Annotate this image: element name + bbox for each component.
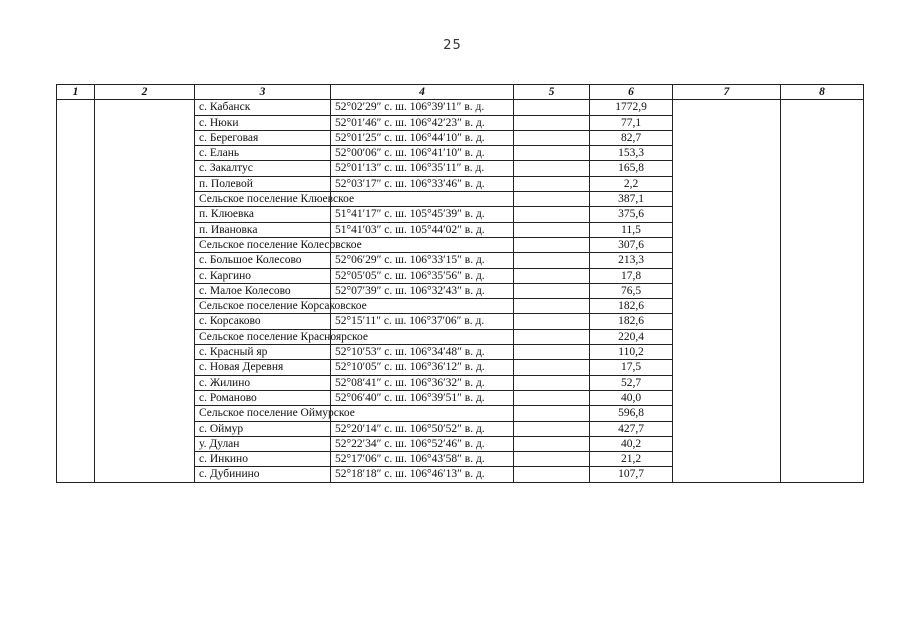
column-5-cell bbox=[514, 207, 590, 222]
coordinates-cell bbox=[331, 192, 514, 207]
page-number: 25 bbox=[443, 38, 462, 53]
column-header: 6 bbox=[590, 85, 673, 100]
coordinates-cell: 52°05′05″ с. ш. 106°35′56″ в. д. bbox=[331, 268, 514, 283]
column-5-cell bbox=[514, 360, 590, 375]
settlement-name-cell: с. Новая Деревня bbox=[195, 360, 331, 375]
column-header: 5 bbox=[514, 85, 590, 100]
coordinates-cell: 52°20′14″ с. ш. 106°50′52″ в. д. bbox=[331, 421, 514, 436]
area-value-cell: 107,7 bbox=[590, 467, 673, 482]
column-5-cell bbox=[514, 283, 590, 298]
settlement-name-cell: с. Береговая bbox=[195, 130, 331, 145]
coordinates-cell: 52°10′53″ с. ш. 106°34′48″ в. д. bbox=[331, 345, 514, 360]
settlement-name-cell: с. Закалтус bbox=[195, 161, 331, 176]
column-5-cell bbox=[514, 452, 590, 467]
area-value-cell: 40,0 bbox=[590, 390, 673, 405]
column-header: 2 bbox=[95, 85, 195, 100]
column-5-cell bbox=[514, 299, 590, 314]
column-5-cell bbox=[514, 253, 590, 268]
coordinates-cell: 52°03′17″ с. ш. 106°33′46″ в. д. bbox=[331, 176, 514, 191]
empty-cell-col8 bbox=[781, 100, 864, 482]
column-5-cell bbox=[514, 192, 590, 207]
coordinates-cell: 51°41′17″ с. ш. 105°45′39″ в. д. bbox=[331, 207, 514, 222]
column-header: 4 bbox=[331, 85, 514, 100]
settlement-name-cell: с. Нюки bbox=[195, 115, 331, 130]
settlement-name-cell: с. Красный яр bbox=[195, 345, 331, 360]
area-value-cell: 17,8 bbox=[590, 268, 673, 283]
coordinates-cell: 52°01′13″ с. ш. 106°35′11″ в. д. bbox=[331, 161, 514, 176]
column-5-cell bbox=[514, 222, 590, 237]
column-header: 8 bbox=[781, 85, 864, 100]
empty-cell-col7 bbox=[673, 100, 781, 482]
column-5-cell bbox=[514, 406, 590, 421]
empty-cell-col2 bbox=[95, 100, 195, 482]
settlement-name-cell: с. Дубинино bbox=[195, 467, 331, 482]
settlement-name-cell: с. Малое Колесово bbox=[195, 283, 331, 298]
settlement-name-cell: Сельское поселение Клюевское bbox=[195, 192, 331, 207]
settlement-name-cell: п. Ивановка bbox=[195, 222, 331, 237]
column-5-cell bbox=[514, 421, 590, 436]
settlement-name-cell: Сельское поселение Колесовское bbox=[195, 237, 331, 252]
area-value-cell: 2,2 bbox=[590, 176, 673, 191]
settlement-name-cell: с. Жилино bbox=[195, 375, 331, 390]
column-header: 7 bbox=[673, 85, 781, 100]
settlements-table bbox=[56, 84, 864, 483]
area-value-cell: 213,3 bbox=[590, 253, 673, 268]
coordinates-cell: 52°01′46″ с. ш. 106°42′23″ в. д. bbox=[331, 115, 514, 130]
column-5-cell bbox=[514, 268, 590, 283]
column-5-cell bbox=[514, 115, 590, 130]
table-row bbox=[57, 100, 864, 115]
area-value-cell: 1772,9 bbox=[590, 100, 673, 115]
column-header: 3 bbox=[195, 85, 331, 100]
header-row bbox=[57, 85, 864, 100]
column-5-cell bbox=[514, 130, 590, 145]
settlement-name-cell: с. Елань bbox=[195, 146, 331, 161]
settlement-name-cell: у. Дулан bbox=[195, 436, 331, 451]
settlement-name-cell: с. Каргино bbox=[195, 268, 331, 283]
area-value-cell: 82,7 bbox=[590, 130, 673, 145]
column-5-cell bbox=[514, 390, 590, 405]
settlement-name-cell: п. Полевой bbox=[195, 176, 331, 191]
column-5-cell bbox=[514, 237, 590, 252]
coordinates-cell: 52°06′40″ с. ш. 106°39′51″ в. д. bbox=[331, 390, 514, 405]
coordinates-cell: 52°01′25″ с. ш. 106°44′10″ в. д. bbox=[331, 130, 514, 145]
coordinates-cell: 52°00′06″ с. ш. 106°41′10″ в. д. bbox=[331, 146, 514, 161]
area-value-cell: 182,6 bbox=[590, 314, 673, 329]
column-5-cell bbox=[514, 375, 590, 390]
area-value-cell: 387,1 bbox=[590, 192, 673, 207]
area-value-cell: 52,7 bbox=[590, 375, 673, 390]
column-5-cell bbox=[514, 146, 590, 161]
settlement-name-cell: п. Клюевка bbox=[195, 207, 331, 222]
column-5-cell bbox=[514, 314, 590, 329]
settlement-name-cell: с. Корсаково bbox=[195, 314, 331, 329]
coordinates-cell: 52°06′29″ с. ш. 106°33′15″ в. д. bbox=[331, 253, 514, 268]
area-value-cell: 165,8 bbox=[590, 161, 673, 176]
coordinates-cell: 52°17′06″ с. ш. 106°43′58″ в. д. bbox=[331, 452, 514, 467]
settlement-name-cell: с. Большое Колесово bbox=[195, 253, 331, 268]
coordinates-cell: 52°15′11″ с. ш. 106°37′06″ в. д. bbox=[331, 314, 514, 329]
area-value-cell: 110,2 bbox=[590, 345, 673, 360]
settlement-name-cell: Сельское поселение Оймурское bbox=[195, 406, 331, 421]
coordinates-cell: 52°18′18″ с. ш. 106°46′13″ в. д. bbox=[331, 467, 514, 482]
area-value-cell: 596,8 bbox=[590, 406, 673, 421]
empty-cell-col1 bbox=[57, 100, 95, 482]
column-5-cell bbox=[514, 176, 590, 191]
area-value-cell: 21,2 bbox=[590, 452, 673, 467]
coordinates-cell: 52°08′41″ с. ш. 106°36′32″ в. д. bbox=[331, 375, 514, 390]
settlement-name-cell: с. Романово bbox=[195, 390, 331, 405]
area-value-cell: 153,3 bbox=[590, 146, 673, 161]
column-5-cell bbox=[514, 329, 590, 344]
column-5-cell bbox=[514, 467, 590, 482]
area-value-cell: 220,4 bbox=[590, 329, 673, 344]
column-5-cell bbox=[514, 345, 590, 360]
area-value-cell: 40,2 bbox=[590, 436, 673, 451]
coordinates-cell: 52°07′39″ с. ш. 106°32′43″ в. д. bbox=[331, 283, 514, 298]
column-header: 1 bbox=[57, 85, 95, 100]
area-value-cell: 375,6 bbox=[590, 207, 673, 222]
column-5-cell bbox=[514, 100, 590, 115]
coordinates-cell: 51°41′03″ с. ш. 105°44′02″ в. д. bbox=[331, 222, 514, 237]
area-value-cell: 76,5 bbox=[590, 283, 673, 298]
settlement-name-cell: Сельское поселение Красноярское bbox=[195, 329, 331, 344]
settlement-name-cell: Сельское поселение Корсаковское bbox=[195, 299, 331, 314]
coordinates-cell: 52°10′05″ с. ш. 106°36′12″ в. д. bbox=[331, 360, 514, 375]
settlement-name-cell: с. Кабанск bbox=[195, 100, 331, 115]
coordinates-cell: 52°02′29″ с. ш. 106°39′11″ в. д. bbox=[331, 100, 514, 115]
area-value-cell: 77,1 bbox=[590, 115, 673, 130]
coordinates-cell: 52°22′34″ с. ш. 106°52′46″ в. д. bbox=[331, 436, 514, 451]
area-value-cell: 182,6 bbox=[590, 299, 673, 314]
column-5-cell bbox=[514, 436, 590, 451]
column-5-cell bbox=[514, 161, 590, 176]
area-value-cell: 17,5 bbox=[590, 360, 673, 375]
area-value-cell: 11,5 bbox=[590, 222, 673, 237]
settlement-name-cell: с. Оймур bbox=[195, 421, 331, 436]
area-value-cell: 427,7 bbox=[590, 421, 673, 436]
coordinates-cell bbox=[331, 406, 514, 421]
settlement-name-cell: с. Инкино bbox=[195, 452, 331, 467]
area-value-cell: 307,6 bbox=[590, 237, 673, 252]
